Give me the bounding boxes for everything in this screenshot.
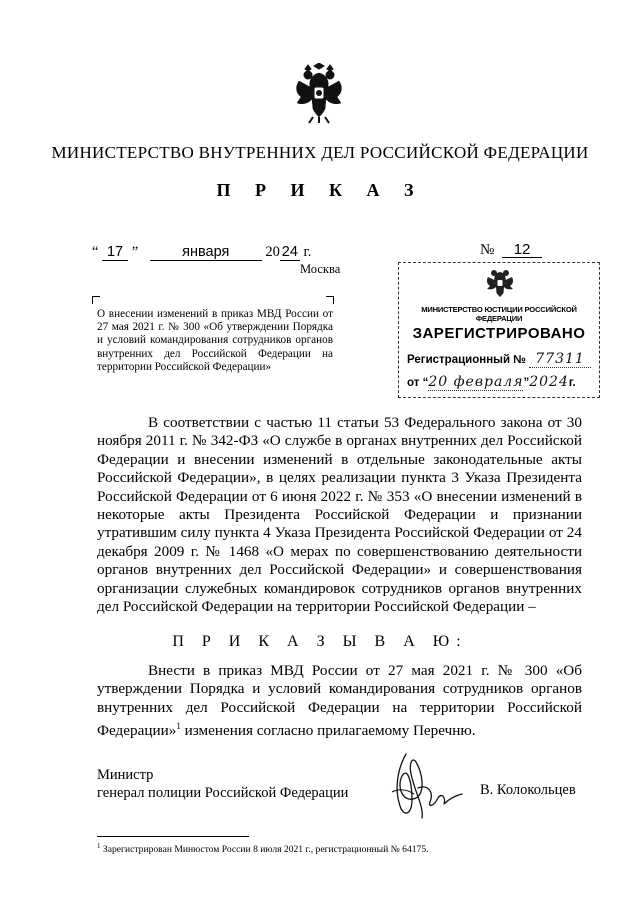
- footnote: [97, 842, 429, 855]
- corner-mark-right: [326, 296, 334, 304]
- stamp-registered-label: ЗАРЕГИСТРИРОВАНО: [412, 325, 586, 342]
- ministry-title: МИНИСТЕРСТВО ВНУТРЕННИХ ДЕЛ РОССИЙСКОЙ ФЕДЕРАЦИИ: [51, 143, 589, 162]
- date-month: января: [150, 245, 262, 261]
- preamble-paragraph: В соответствии с частью 11 статьи 53 Федерального закона от 30 ноября 2011 г. № 342-ФЗ «О службе в органах внутренних дел Российской Федерации и внесении изменений в отдельные законодательные акты Российской Федерации», в целях реализации пункта 3 Указа Президента Российской Федерации от 6 июня 2022 г. № 353 «О внесении изменений в некоторые акты Президента Российской Федерации и признании утратившим силу пункта 4 Указа Президента Российской Федерации от 24 декабря 2009 г. № 1468 «О мерах по совершенствованию деятельности органов внутренних дел Российской Федерации» и совершенствования организации служебных командировок сотрудников органов внутренних дел Российской Федерации на территории Российской Федерации –: [97, 414, 582, 616]
- date-close-quote: ”: [131, 244, 139, 260]
- coat-of-arms-emblem: [293, 63, 345, 125]
- stamp-date-close: ”: [523, 377, 530, 389]
- stamp-registration-number: [407, 351, 591, 367]
- date-year-abbr: г.: [303, 244, 312, 260]
- footnote-mark: 1: [97, 842, 101, 850]
- number-label: №: [480, 242, 495, 258]
- stamp-ministry-label: МИНИСТЕРСТВО ЮСТИЦИИ РОССИЙСКОЙ ФЕДЕРАЦИИ: [421, 305, 577, 323]
- stamp-date-label: от “: [407, 377, 429, 389]
- number-value: 12: [502, 242, 542, 258]
- order-heading: П Р И К А З Ы В А Ю:: [172, 633, 468, 650]
- signatory-name: В. Колокольцев: [480, 782, 576, 798]
- order-date: [92, 244, 311, 261]
- order-paragraph-main: Внести в приказ МВД России от 27 мая 2021 г. № 300 «Об утверждении Порядка и условий командирования сотрудников органов внутренних дел Российской Федерации на территории Российской Федерации»: [97, 662, 582, 740]
- corner-mark-left: [92, 296, 100, 304]
- date-open-quote: “: [92, 244, 99, 260]
- registration-stamp: [398, 262, 600, 398]
- signatory-title: [97, 766, 348, 802]
- order-paragraph: [97, 662, 582, 741]
- footnote-divider: [97, 836, 249, 837]
- date-day: 17: [102, 245, 128, 261]
- order-paragraph-end: изменения согласно прилагаемому Перечню.: [180, 722, 476, 740]
- footnote-text: Зарегистрирован Минюстом России 8 июля 2021 г., регистрационный № 64175.: [100, 844, 429, 856]
- date-year-prefix: 20: [265, 244, 280, 260]
- stamp-year-hand: 2024: [529, 374, 569, 390]
- date-year-suffix: 24: [281, 244, 298, 260]
- city-label: Москва: [300, 262, 341, 276]
- footnote-reference: 1: [176, 721, 181, 732]
- signatory-line-1: Министр: [97, 767, 154, 783]
- stamp-date-hand: 20 февраля: [428, 374, 524, 390]
- stamp-year-abbr: г.: [568, 377, 576, 389]
- order-number: [480, 242, 542, 259]
- document-type-title: П Р И К А З: [216, 180, 424, 200]
- stamp-reg-label: Регистрационный №: [407, 354, 527, 366]
- signatory-line-2: генерал полиции Российской Федерации: [97, 785, 349, 801]
- stamp-registration-date: [407, 374, 576, 390]
- order-subject: О внесении изменений в приказ МВД России от 27 мая 2021 г. № 300 «Об утверждении Порядка и условий командирования сотрудников органов внутренних дел Российской Федерации на территории Российской Федерации»: [97, 308, 333, 373]
- stamp-emblem-icon: [485, 267, 515, 301]
- stamp-reg-number: 77311: [529, 351, 591, 368]
- handwritten-signature: [378, 748, 470, 824]
